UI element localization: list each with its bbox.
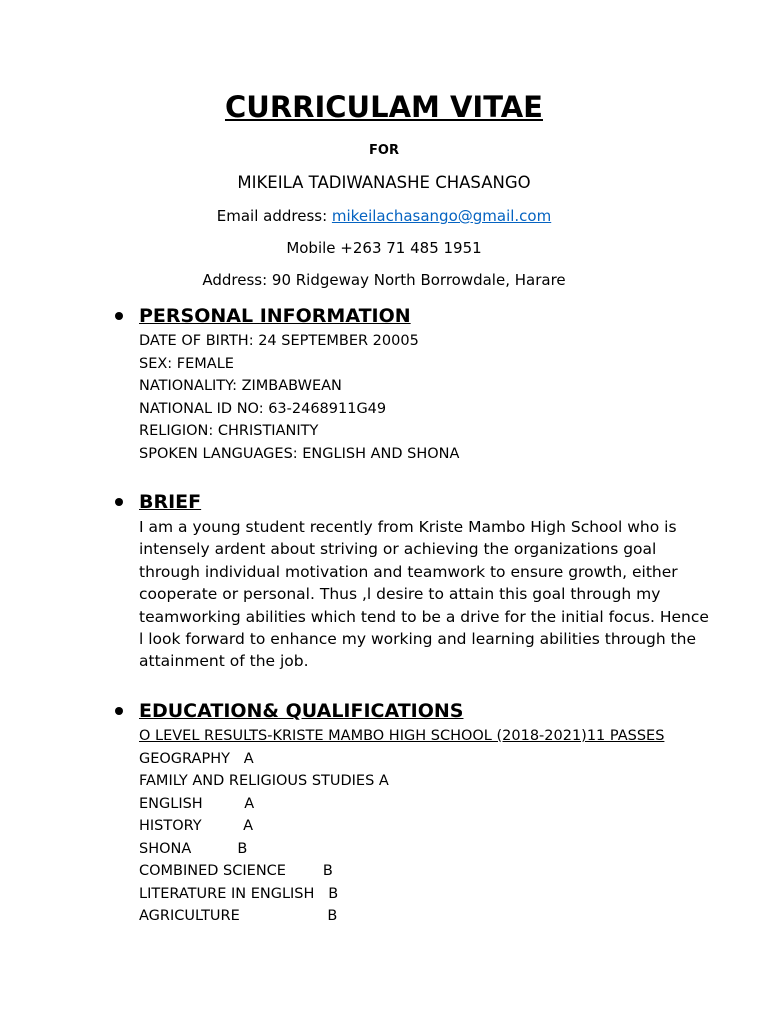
- bullet-icon: [115, 498, 123, 506]
- personal-line: NATIONALITY: ZIMBABWEAN: [139, 378, 342, 394]
- brief-line: intensely ardent about striving or achieving the organizations goal: [139, 540, 657, 559]
- personal-line: DATE OF BIRTH: 24 SEPTEMBER 20005: [139, 333, 419, 349]
- personal-information-section: [139, 304, 699, 465]
- email-label: Email address:: [216, 207, 332, 225]
- personal-line: SPOKEN LANGUAGES: ENGLISH AND SHONA: [139, 445, 460, 462]
- candidate-name: MIKEILA TADIWANASHE CHASANGO: [237, 173, 531, 192]
- result-line: LITERATURE IN ENGLISH B: [139, 885, 339, 902]
- personal-line: NATIONAL ID NO: 63-2468911G49: [139, 400, 387, 417]
- address-line: Address: 90 Ridgeway North Borrowdale, Harare: [202, 271, 566, 289]
- section-heading: PERSONAL INFORMATION: [139, 305, 411, 327]
- education-subheading: O LEVEL RESULTS-KRISTE MAMBO HIGH SCHOOL (2018-2021)11 PASSES: [139, 728, 665, 744]
- result-line: ENGLISH A: [139, 795, 255, 812]
- brief-line: through individual motivation and teamwork to ensure growth, either: [139, 562, 678, 581]
- section-heading: EDUCATION& QUALIFICATIONS: [139, 700, 464, 722]
- personal-line: SEX: FEMALE: [139, 355, 234, 372]
- brief-line: cooperate or personal. Thus ,l desire to attain this goal through my: [139, 585, 661, 604]
- result-line: COMBINED SCIENCE B: [139, 863, 333, 879]
- email-link[interactable]: mikeilachasango@gmail.com: [331, 207, 552, 225]
- personal-line: RELIGION: CHRISTIANITY: [139, 423, 319, 439]
- result-line: HISTORY A: [139, 818, 254, 834]
- brief-line: l look forward to enhance my working and learning abilities through the: [139, 630, 697, 649]
- bullet-icon: [115, 707, 123, 715]
- email-line: [0, 207, 768, 225]
- mobile-line: Mobile +263 71 485 1951: [286, 239, 482, 257]
- brief-section: [139, 490, 709, 673]
- bullet-icon: [115, 312, 123, 320]
- result-line: GEOGRAPHY A: [139, 750, 254, 767]
- for-label: FOR: [369, 143, 399, 158]
- brief-line: attainment of the job.: [139, 652, 309, 671]
- section-heading: BRIEF: [139, 491, 202, 513]
- result-line: SHONA B: [139, 840, 248, 857]
- brief-line: teamworking abilities which tend to be a drive for the initial focus. Hence: [139, 607, 709, 626]
- result-line: FAMILY AND RELIGIOUS STUDIES A: [139, 773, 389, 789]
- brief-line: I am a young student recently from Kriste Mambo High School who is: [139, 518, 677, 536]
- education-section: [139, 699, 699, 928]
- document-title: CURRICULAM VITAE: [224, 90, 543, 124]
- result-line: AGRICULTURE B: [139, 908, 338, 924]
